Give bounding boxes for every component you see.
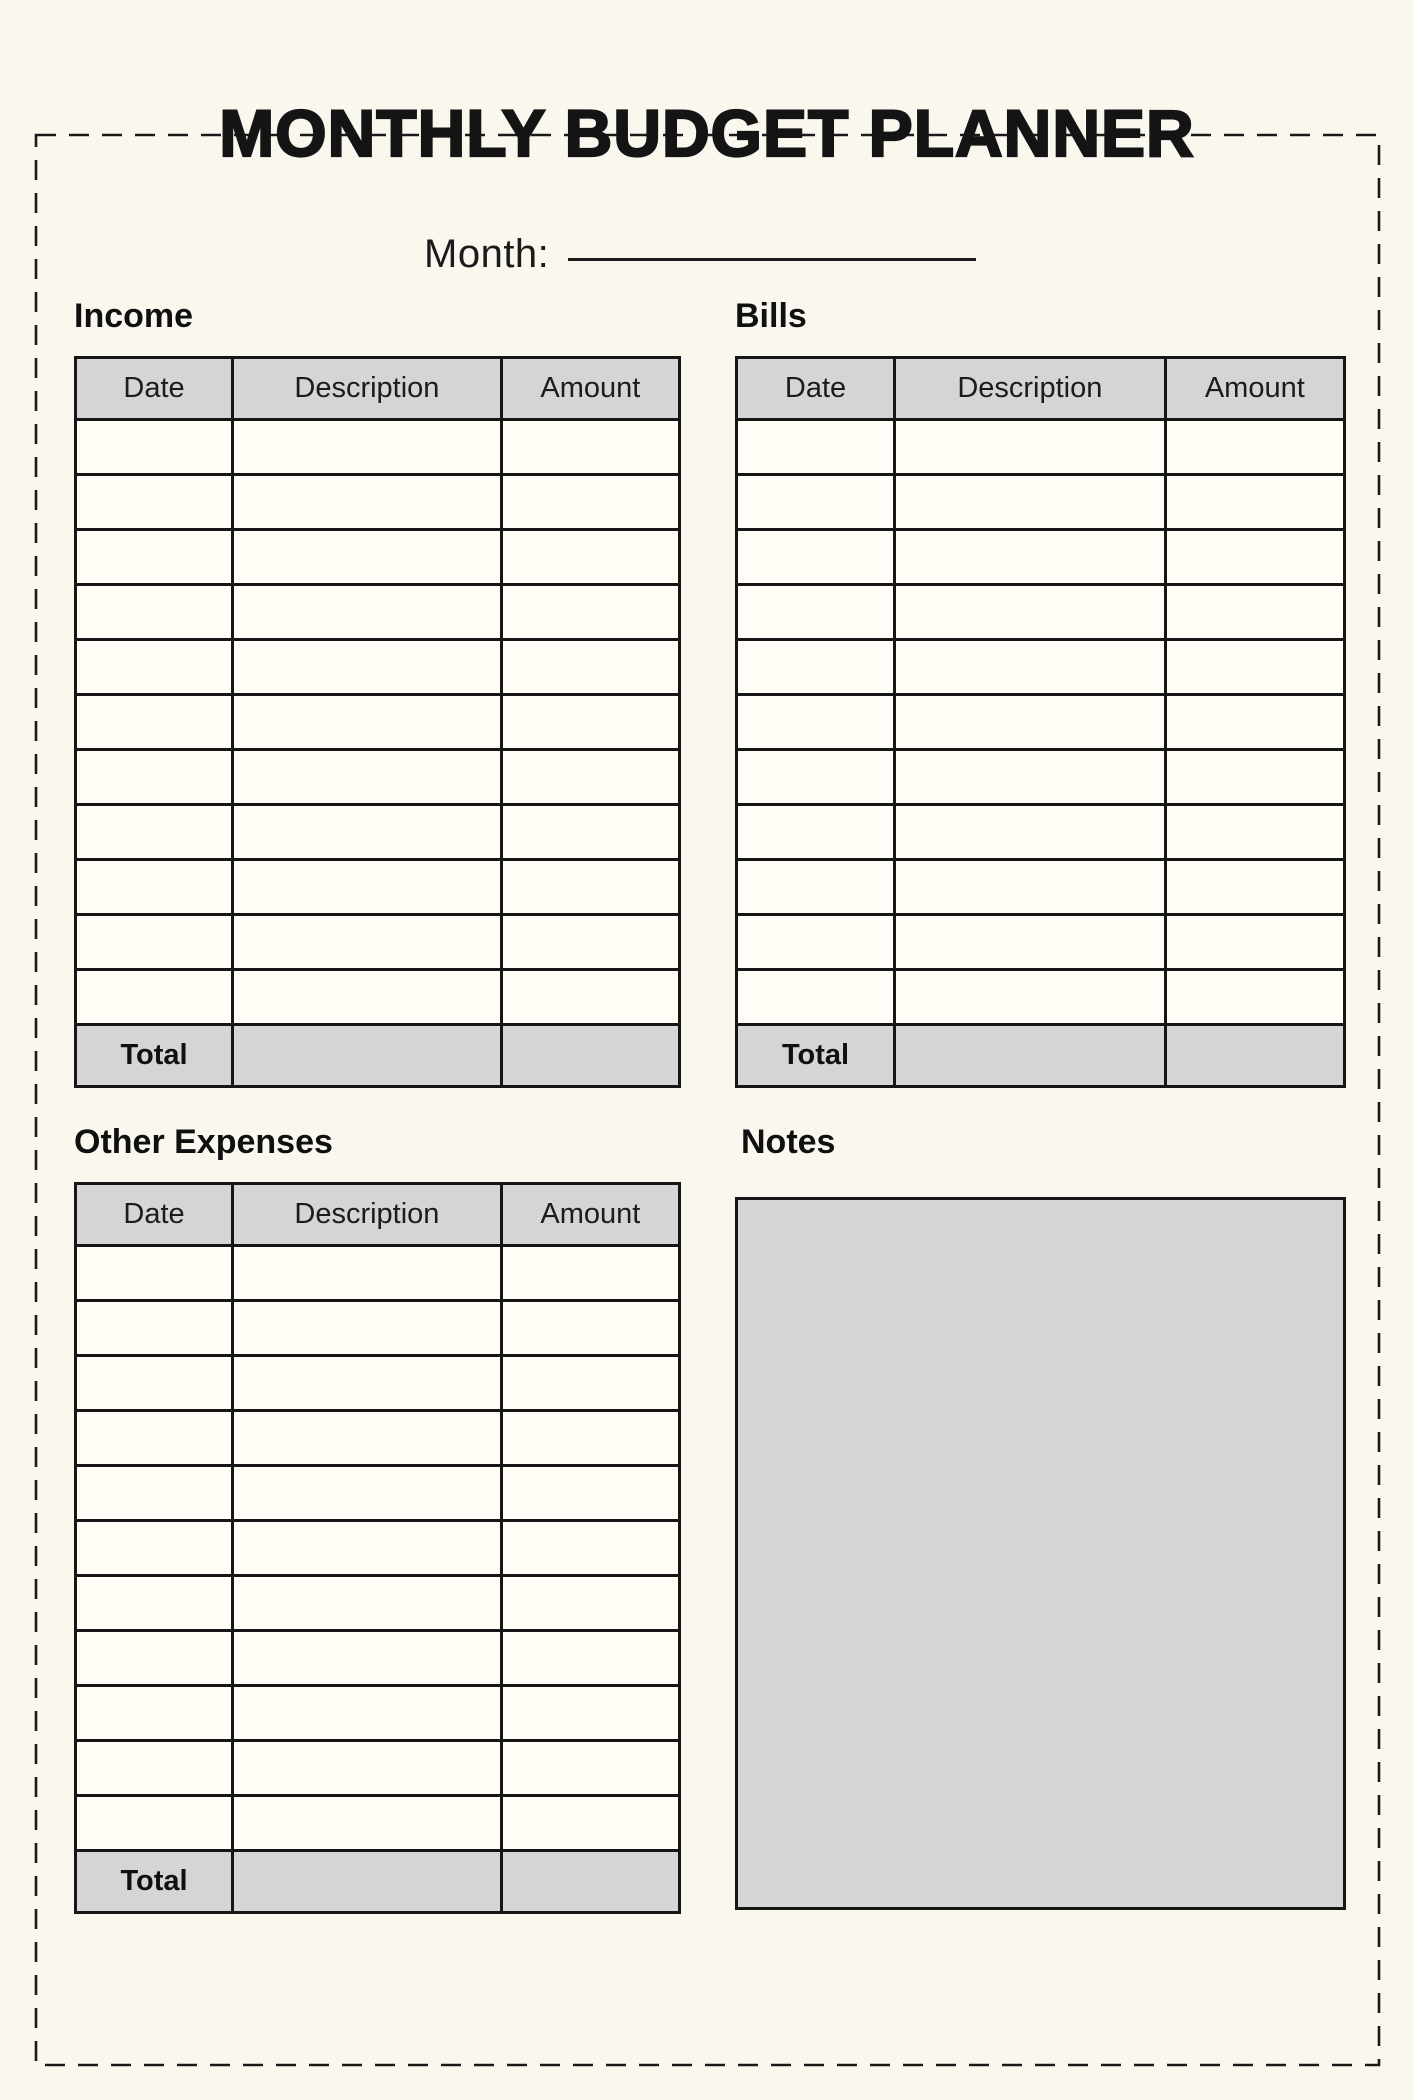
empty-table-row [737,474,1345,529]
empty-table-row [737,859,1345,914]
total-amount-cell [1165,1024,1344,1086]
income-table [74,356,681,1088]
empty-cell [233,1575,502,1630]
empty-cell [895,969,1166,1024]
empty-table-row [76,1740,680,1795]
empty-cell [76,419,233,474]
empty-cell [76,474,233,529]
empty-table-row [76,1245,680,1300]
empty-cell [233,1520,502,1575]
empty-cell [737,804,895,859]
empty-cell [233,1355,502,1410]
empty-cell [76,749,233,804]
empty-cell [501,1300,679,1355]
empty-cell [233,529,502,584]
column-header-description: Description [895,357,1166,419]
empty-table-row [737,969,1345,1024]
empty-cell [233,749,502,804]
empty-cell [1165,859,1344,914]
notes-box [735,1197,1346,1910]
empty-cell [895,584,1166,639]
total-amount-cell [501,1850,679,1912]
empty-cell [501,1410,679,1465]
total-label: Total [76,1850,233,1912]
empty-table-row [76,1300,680,1355]
empty-cell [895,529,1166,584]
empty-cell [501,1465,679,1520]
empty-cell [233,639,502,694]
empty-cell [501,1575,679,1630]
section-income [74,295,681,1088]
empty-cell [501,914,679,969]
empty-cell [895,474,1166,529]
empty-table-row [76,529,680,584]
month-field [0,230,1414,278]
empty-cell [76,1355,233,1410]
empty-cell [233,969,502,1024]
empty-cell [895,804,1166,859]
empty-cell [233,1795,502,1850]
empty-cell [501,1685,679,1740]
empty-cell [233,1300,502,1355]
empty-cell [895,419,1166,474]
empty-cell [501,1740,679,1795]
section-heading-other-expenses: Other Expenses [74,1122,333,1161]
other-expenses-table [74,1182,681,1914]
empty-cell [233,1685,502,1740]
section-bills [735,295,1346,1088]
empty-cell [1165,749,1344,804]
empty-cell [1165,639,1344,694]
empty-cell [76,1465,233,1520]
empty-cell [501,749,679,804]
empty-table-row [737,804,1345,859]
empty-cell [737,639,895,694]
empty-cell [895,914,1166,969]
empty-cell [76,804,233,859]
empty-table-row [737,584,1345,639]
empty-cell [76,859,233,914]
empty-table-row [76,1520,680,1575]
empty-cell [1165,474,1344,529]
month-label: Month: [424,232,550,276]
empty-table-row [737,529,1345,584]
total-label: Total [737,1024,895,1086]
empty-table-row [76,694,680,749]
empty-cell [1165,694,1344,749]
empty-cell [895,859,1166,914]
empty-cell [1165,914,1344,969]
section-heading-income: Income [74,297,194,335]
column-header-date: Date [76,357,233,419]
empty-cell [501,1520,679,1575]
empty-cell [501,859,679,914]
page-content [0,96,1414,1914]
empty-cell [1165,804,1344,859]
section-heading-notes: Notes [741,1122,836,1161]
empty-table-row [76,1465,680,1520]
total-description-cell [895,1024,1166,1086]
empty-table-row [76,419,680,474]
section-notes [735,1121,1346,1910]
empty-cell [895,694,1166,749]
empty-cell [895,639,1166,694]
total-description-cell [233,1850,502,1912]
empty-table-row [76,639,680,694]
empty-cell [501,639,679,694]
empty-table-row [76,584,680,639]
empty-cell [233,1245,502,1300]
empty-cell [501,584,679,639]
empty-cell [76,1520,233,1575]
empty-cell [1165,969,1344,1024]
column-header-date: Date [76,1183,233,1245]
empty-cell [233,1410,502,1465]
column-header-amount: Amount [501,1183,679,1245]
empty-table-row [76,1795,680,1850]
empty-cell [1165,529,1344,584]
empty-table-row [76,859,680,914]
empty-table-row [76,1410,680,1465]
table-header-row [76,1183,680,1245]
empty-cell [76,1410,233,1465]
empty-cell [233,419,502,474]
empty-cell [76,584,233,639]
empty-table-row [76,1355,680,1410]
empty-cell [501,1630,679,1685]
column-header-date: Date [737,357,895,419]
empty-cell [501,694,679,749]
month-fill-line [568,258,976,261]
empty-cell [76,639,233,694]
empty-cell [737,529,895,584]
empty-cell [737,584,895,639]
empty-table-row [76,914,680,969]
empty-table-row [737,419,1345,474]
empty-cell [76,1575,233,1630]
empty-cell [737,969,895,1024]
empty-table-row [76,804,680,859]
empty-cell [76,969,233,1024]
empty-cell [737,694,895,749]
column-header-description: Description [233,357,502,419]
total-row [76,1850,680,1912]
bills-table [735,356,1346,1088]
empty-table-row [76,474,680,529]
empty-table-row [76,749,680,804]
total-row [737,1024,1345,1086]
section-heading-bills: Bills [735,297,807,335]
empty-cell [76,1685,233,1740]
empty-cell [233,1740,502,1795]
empty-cell [501,1245,679,1300]
empty-cell [76,1740,233,1795]
empty-cell [501,419,679,474]
empty-cell [76,1630,233,1685]
empty-cell [233,474,502,529]
empty-cell [233,584,502,639]
table-header-row [737,357,1345,419]
column-header-amount: Amount [1165,357,1344,419]
empty-cell [76,914,233,969]
planner-page [0,96,1414,2100]
empty-cell [501,529,679,584]
total-row [76,1024,680,1086]
empty-cell [737,914,895,969]
empty-cell [76,1245,233,1300]
empty-cell [737,859,895,914]
empty-table-row [76,1630,680,1685]
empty-cell [737,749,895,804]
column-header-amount: Amount [501,357,679,419]
sections-grid [0,295,1414,1914]
empty-cell [1165,419,1344,474]
empty-cell [233,1465,502,1520]
section-other-expenses [74,1121,681,1914]
empty-cell [76,1795,233,1850]
empty-cell [233,1630,502,1685]
empty-cell [233,914,502,969]
empty-table-row [737,694,1345,749]
empty-cell [737,474,895,529]
empty-cell [501,804,679,859]
empty-cell [233,859,502,914]
empty-table-row [737,914,1345,969]
total-amount-cell [501,1024,679,1086]
empty-cell [501,474,679,529]
empty-table-row [76,1575,680,1630]
empty-cell [1165,584,1344,639]
empty-cell [76,529,233,584]
empty-cell [895,749,1166,804]
empty-table-row [76,969,680,1024]
empty-cell [76,1300,233,1355]
empty-cell [501,1795,679,1850]
table-header-row [76,357,680,419]
empty-cell [501,1355,679,1410]
total-description-cell [233,1024,502,1086]
empty-table-row [737,749,1345,804]
empty-table-row [737,639,1345,694]
empty-cell [737,419,895,474]
page-title: MONTHLY BUDGET PLANNER [219,96,1195,170]
empty-cell [233,804,502,859]
empty-cell [501,969,679,1024]
empty-cell [233,694,502,749]
empty-table-row [76,1685,680,1740]
total-label: Total [76,1024,233,1086]
empty-cell [76,694,233,749]
column-header-description: Description [233,1183,502,1245]
